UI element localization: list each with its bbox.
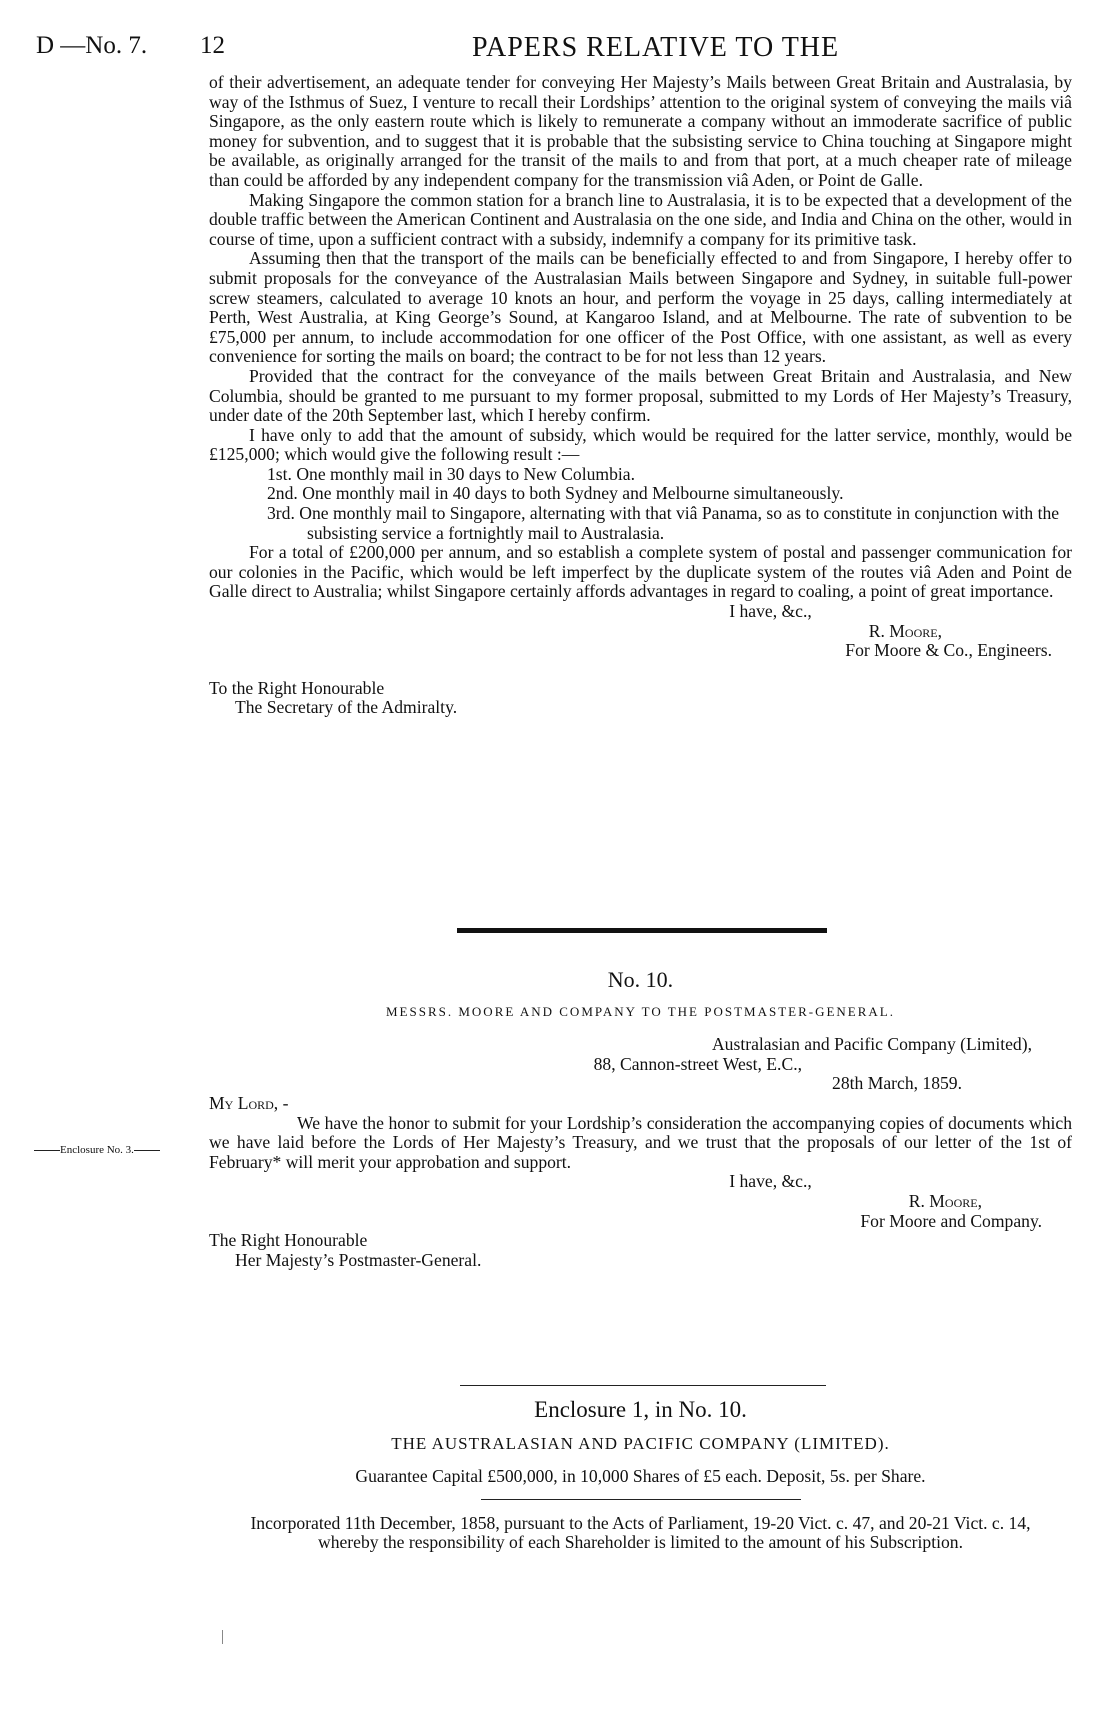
signature: R. Moore,: [868, 620, 942, 641]
addressee-line: Her Majesty’s Postmaster-General.: [235, 1249, 482, 1270]
signature-role: For Moore & Co., Engineers.: [845, 640, 1052, 661]
addressee: [209, 1231, 1072, 1270]
page-header: [36, 28, 1078, 64]
capital-line: Guarantee Capital £500,000, in 10,000 Shares of £5 each. Deposit, 5s. per Share.: [355, 1466, 926, 1487]
paragraph: Making Singapore the common station for a branch line to Australasia, it is to be expected that a development of the double traffic between the American Continent and Australasia on the one side, and India and China on the other, would in course of time, upon a sufficient contract with a subsidy, indemnify a company for its primitive task.: [209, 189, 1072, 249]
page-number: 12: [200, 32, 225, 59]
addressee: [209, 679, 1072, 718]
document-code: D —No. 7.: [36, 32, 148, 59]
paragraph: For a total of £200,000 per annum, and so establish a complete system of postal and passenger communication for our colonies in the Pacific, which would be left imperfect by the duplicate system of the routes viâ Aden and Point de Galle direct to Australia; whilst Singapore certainly affords advantages in regard to coaling, a point of great importance.: [209, 542, 1072, 602]
paragraph: Assuming then that the transport of the mails can be beneficially effected to and from Singapore, I hereby offer to submit proposals for the conveyance of the Australasian Mails between Singapore and Sydney, in suitable full-power screw steamers, calculated to average 10 knots an hour, and perform the voyage in 25 days, calling intermediately at Perth, West Australia, at King George’s Sound, at Kangaroo Island, and at Melbourne. The rate of subvention to be £75,000 per annum, to include accommodation for one officer of the Post Office, with one assistant, as well as every convenience for sorting the mails on board; the contract to be for not less than 12 years.: [209, 248, 1072, 367]
closing: I have, &c.,: [729, 1171, 812, 1192]
stray-mark: [222, 1630, 223, 1644]
result-list: [209, 465, 1072, 543]
company-title: THE AUSTRALASIAN AND PACIFIC COMPANY (LIMITED).: [391, 1433, 890, 1453]
closing: I have, &c.,: [729, 601, 812, 622]
list-item: 3rd. One monthly mail to Singapore, alternating with that viâ Panama, so as to constitute in conjunction with the subsisting service a fortnightly mail to Australasia.: [267, 503, 1060, 543]
addressee-line: The Secretary of the Admiralty.: [235, 697, 458, 718]
sender-address: 88, Cannon-street West, E.C.,: [593, 1053, 802, 1074]
section-divider: [457, 928, 827, 933]
margin-rule: [134, 1150, 160, 1151]
paragraph: We have the honor to submit for your Lordship’s consideration the accompanying copies of documents which we have laid before the Lords of Her Majesty’s Treasury, and we trust that the proposals of our letter of the 1st of February* will merit your approbation and support.: [209, 1112, 1072, 1172]
sender-address: Australasian and Pacific Company (Limited),: [711, 1034, 1032, 1055]
running-title: PAPERS RELATIVE TO THE: [472, 32, 840, 63]
section-divider: [460, 1385, 826, 1386]
margin-note: Enclosure No. 3.: [34, 1144, 192, 1156]
signature-role: For Moore and Company.: [860, 1210, 1042, 1231]
signature: R. Moore,: [908, 1190, 982, 1211]
enclosure-heading: Enclosure 1, in No. 10.: [534, 1397, 747, 1422]
paragraph: Provided that the contract for the conveyance of the mails between Great Britain and Australasia, and New Columbia, should be granted to me pursuant to my former proposal, submitted to my Lords of Her Majesty’s Treasury, under date of the 20th September last, which I hereby confirm.: [209, 365, 1072, 426]
addressee-line: The Right Honourable: [209, 1230, 368, 1251]
salutation: My Lord, -: [209, 1092, 289, 1113]
paragraph: of their advertisement, an adequate tender for conveying Her Majesty’s Mails between Great Britain and Australasia, by way of the Isthmus of Suez, I venture to recall their Lordships’ attention to the original system of conveying the mails viâ Singapore, as the only eastern route which is likely to remunerate a company without an immoderate sacrifice of public money for subvention, and to suggest that it is probable that the subsisting service to China touching at Singapore might be available, as originally arranged for the transit of the mails to and from that port, at a much cheaper rate of mileage than could be afforded by any independent company for the transmission viâ Aden, or Point de Galle.: [209, 72, 1072, 190]
incorporation-note: Incorporated 11th December, 1858, pursuant to the Acts of Parliament, 19-20 Vict. c. 47, and 20-21 Vict. c. 14, whereby the responsibility of each Shareholder is limited to the amount of his Subscription.: [250, 1512, 1031, 1553]
letter-no-10: [209, 967, 1072, 1270]
letter-subheading: MESSRS. MOORE AND COMPANY TO THE POSTMASTER-GENERAL.: [386, 1003, 895, 1019]
list-item: 1st. One monthly mail in 30 days to New Columbia.: [267, 463, 635, 484]
margin-rule: [34, 1150, 60, 1151]
letter-body-continued: [209, 73, 1072, 718]
divider: [481, 1499, 801, 1500]
enclosure-1: [209, 1397, 1072, 1553]
letter-date: 28th March, 1859.: [832, 1073, 962, 1094]
addressee-line: To the Right Honourable: [209, 677, 385, 698]
paragraph: I have only to add that the amount of subsidy, which would be required for the latter service, monthly, would be £125,000; which would give the following result :—: [209, 424, 1072, 465]
list-item: 2nd. One monthly mail in 40 days to both Sydney and Melbourne simultaneously.: [267, 483, 844, 504]
letter-number: No. 10.: [607, 967, 674, 992]
